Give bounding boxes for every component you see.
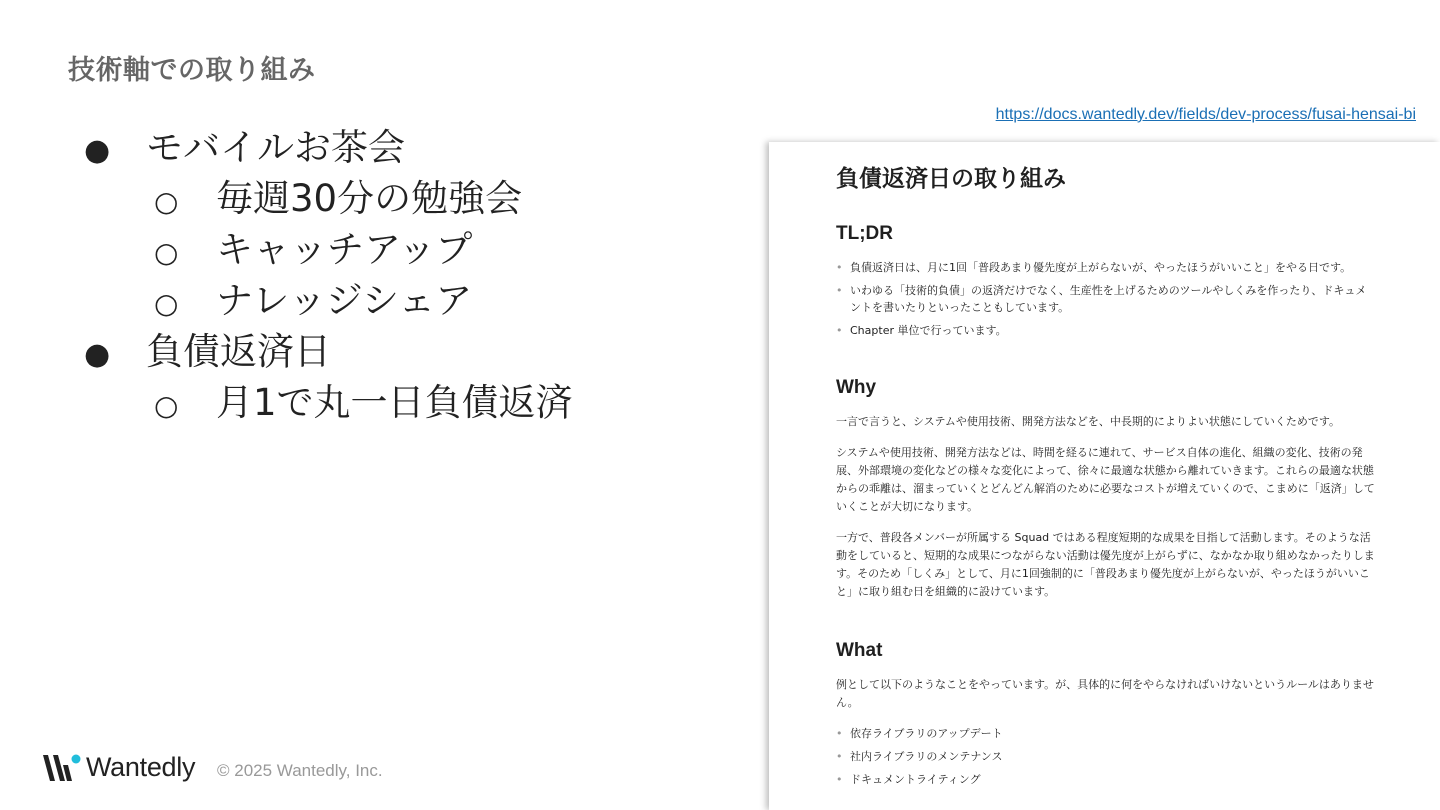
sub-bullet-text: 毎週30分の勉強会	[216, 177, 523, 220]
sub-bullet-text: ナレッジシェア	[216, 279, 473, 322]
sub-bullet-text: キャッチアップ	[216, 228, 473, 271]
doc-paragraph: 例として以下のようなことをやっています。が、具体的に何をやらなければいけないというルールはありません。	[836, 678, 1374, 709]
doc-paragraph: システムや使用技術、開発方法などは、時間を経るに連れて、サービス自体の進化、組織の変化、技術の発展、外部環境の変化などの様々な変化によって、徐々に最適な状態から離れていきます。これらの最適な状態からの乖離は、溜まっていくとどんどん解消のために必要なコストが増えていくので、こまめに「返済」していくことが大切になります。	[836, 446, 1375, 513]
sub-bullet-marker: ○	[154, 236, 179, 269]
sub-bullet-text: 月1で丸一日負債返済	[216, 381, 573, 424]
doc-paragraph: 一方で、普段各メンバーが所属する Squad ではある程度短期的な成果を目指して活動します。そのような活動をしていると、短期的な成果につながらない活動は優先度が上がらずに、なかなか取り組めなかったりします。そのため「しくみ」として、月に1回強制的に「普段あまり優先度が上がらないが、やったほうがいいこと」に取り組む日を組織的に設けています。	[836, 531, 1375, 598]
sub-bullet-marker: ○	[154, 287, 179, 320]
sub-bullet-item	[82, 226, 742, 277]
sub-bullet-item	[82, 277, 742, 328]
list-item: • Chapter 単位で行っています。	[836, 322, 1376, 339]
footer-logo	[42, 752, 195, 783]
bullet-item	[82, 328, 742, 379]
slide-title: 技術軸での取り組み	[68, 55, 316, 86]
document-screenshot	[769, 142, 1440, 810]
sub-bullet-marker: ○	[154, 185, 179, 218]
copyright-text: © 2025 Wantedly, Inc.	[217, 761, 383, 780]
doc-heading-why: Why	[836, 377, 877, 398]
list-item: • 社内ライブラリのメンテナンス	[836, 748, 1376, 765]
doc-what-list	[836, 725, 1376, 788]
doc-tldr-list	[836, 259, 1376, 339]
bullet-marker: ●	[84, 337, 111, 372]
bullet-item	[82, 124, 742, 175]
bullet-text: 負債返済日	[146, 330, 331, 373]
doc-paragraph: 一言で言うと、システムや使用技術、開発方法などを、中長期的によりよい状態にしていくためです。	[836, 415, 1341, 428]
doc-heading-what: What	[836, 640, 883, 661]
sub-bullet-item	[82, 379, 742, 430]
source-link[interactable]: https://docs.wantedly.dev/fields/dev-process/fusai-hensai-bi	[995, 106, 1416, 123]
sub-bullet-marker: ○	[154, 389, 179, 422]
bullet-marker: ●	[84, 133, 111, 168]
doc-title: 負債返済日の取り組み	[836, 166, 1066, 192]
list-item: • 負債返済日は、月に1回「普段あまり優先度が上がらないが、やったほうがいいこと」をやる日です。	[836, 259, 1376, 276]
list-item: • 依存ライブラリのアップデート	[836, 725, 1376, 742]
bullet-text: モバイルお茶会	[146, 126, 405, 169]
list-item: • ドキュメントライティング	[836, 771, 1376, 788]
doc-heading-tldr: TL;DR	[836, 223, 893, 244]
brand-name: Wantedly	[86, 752, 196, 782]
list-item: • いわゆる「技術的負債」の返済だけでなく、生産性を上げるためのツールやしくみを作ったり、ドキュメントを書いたりといったこともしています。	[836, 282, 1376, 316]
sub-bullet-item	[82, 175, 742, 226]
bullet-list	[82, 124, 742, 430]
wantedly-logo-icon	[42, 753, 82, 783]
